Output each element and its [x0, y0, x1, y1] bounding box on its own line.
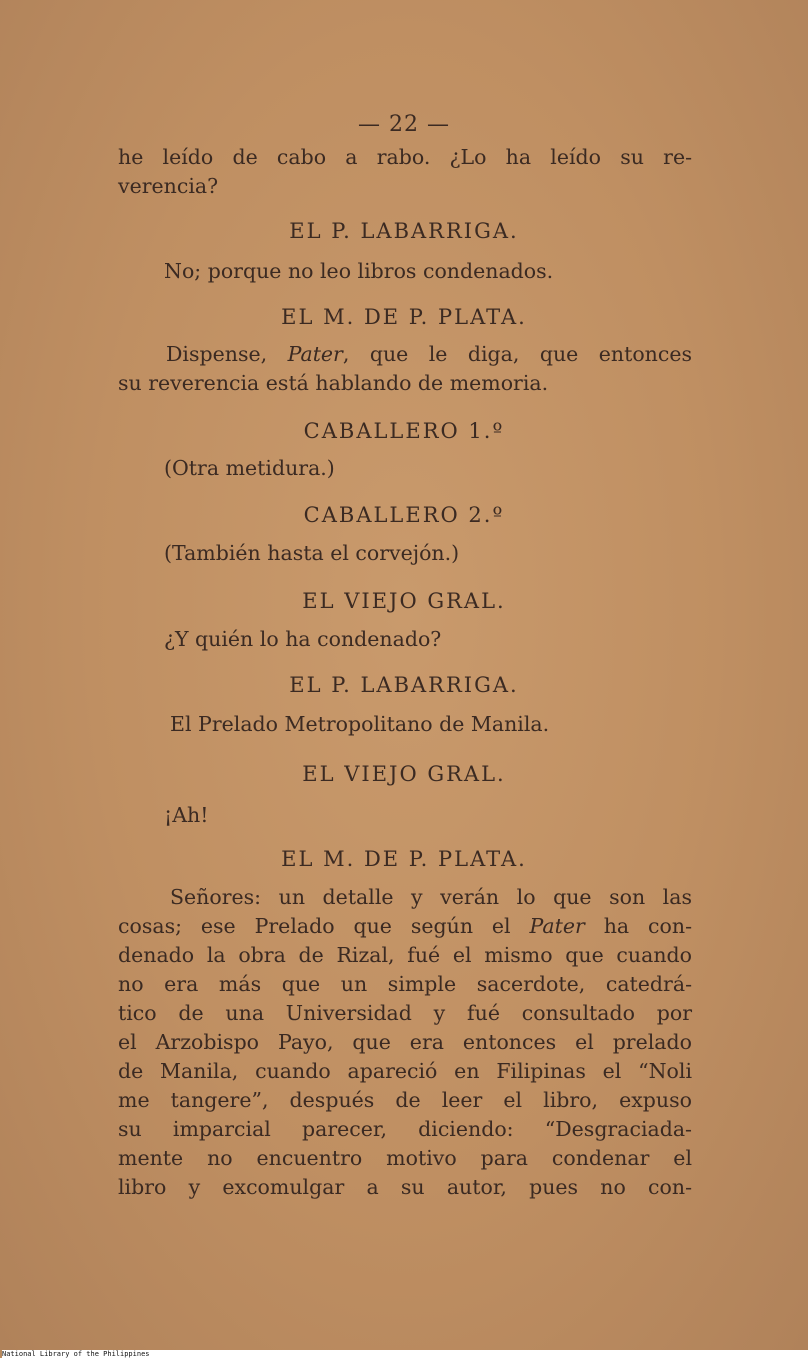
dialogue-line: El Prelado Metropolitano de Manila.: [170, 712, 550, 736]
dialogue-line: No; porque no leo libros condenados.: [164, 259, 554, 283]
speaker-heading: EL P. LABARRIGA.: [289, 673, 519, 697]
dialogue-paragraph: [118, 340, 692, 398]
text-line: no era más que un simple sacerdote, catedrá-: [118, 972, 692, 996]
text-line: libro y excomulgar a su autor, pues no con-: [118, 1175, 692, 1199]
text-line: he leído de cabo a rabo. ¿Lo ha leído su re-: [118, 145, 692, 169]
text-line: mente no encuentro motivo para condenar el: [118, 1146, 692, 1170]
speaker-heading: EL VIEJO GRAL.: [302, 762, 506, 786]
text-line: verencia?: [118, 174, 219, 198]
speaker-heading: CABALLERO 2.º: [303, 503, 505, 527]
text-line: Señores: un detalle y verán lo que son las: [170, 885, 692, 909]
final-paragraph: [118, 883, 692, 1202]
speaker-heading: CABALLERO 1.º: [303, 419, 505, 443]
text-line: tico de una Universidad y fué consultado por: [118, 1001, 692, 1025]
text-line: su imparcial parecer, diciendo: “Desgraciada-: [118, 1117, 692, 1141]
text-line: denado la obra de Rizal, fué el mismo que cuando: [118, 943, 692, 967]
speaker-heading: EL VIEJO GRAL.: [302, 589, 506, 613]
text-line: cosas; ese Prelado que según el Pater ha con-: [118, 914, 692, 938]
dialogue-line: ¿Y quién lo ha condenado?: [164, 627, 442, 651]
speaker-heading: EL M. DE P. PLATA.: [281, 847, 527, 871]
stage-direction: (Otra metidura.): [164, 456, 335, 480]
text-line: me tangere”, después de leer el libro, expuso: [118, 1088, 692, 1112]
text-line: de Manila, cuando apareció en Filipinas el “Noli: [118, 1059, 692, 1083]
speaker-heading: EL P. LABARRIGA.: [289, 219, 519, 243]
library-credit: National Library of the Philippines: [2, 1350, 808, 1358]
text-line: el Arzobispo Payo, que era entonces el prelado: [118, 1030, 692, 1054]
page-number: — 22 —: [358, 112, 450, 137]
text-line: Dispense, Pater, que le diga, que entonces: [166, 342, 693, 366]
stage-direction: (También hasta el corvejón.): [164, 541, 460, 565]
opening-text: [118, 143, 692, 201]
dialogue-line: ¡Ah!: [164, 803, 209, 827]
speaker-heading: EL M. DE P. PLATA.: [281, 305, 527, 329]
text-line: su reverencia está hablando de memoria.: [118, 371, 549, 395]
